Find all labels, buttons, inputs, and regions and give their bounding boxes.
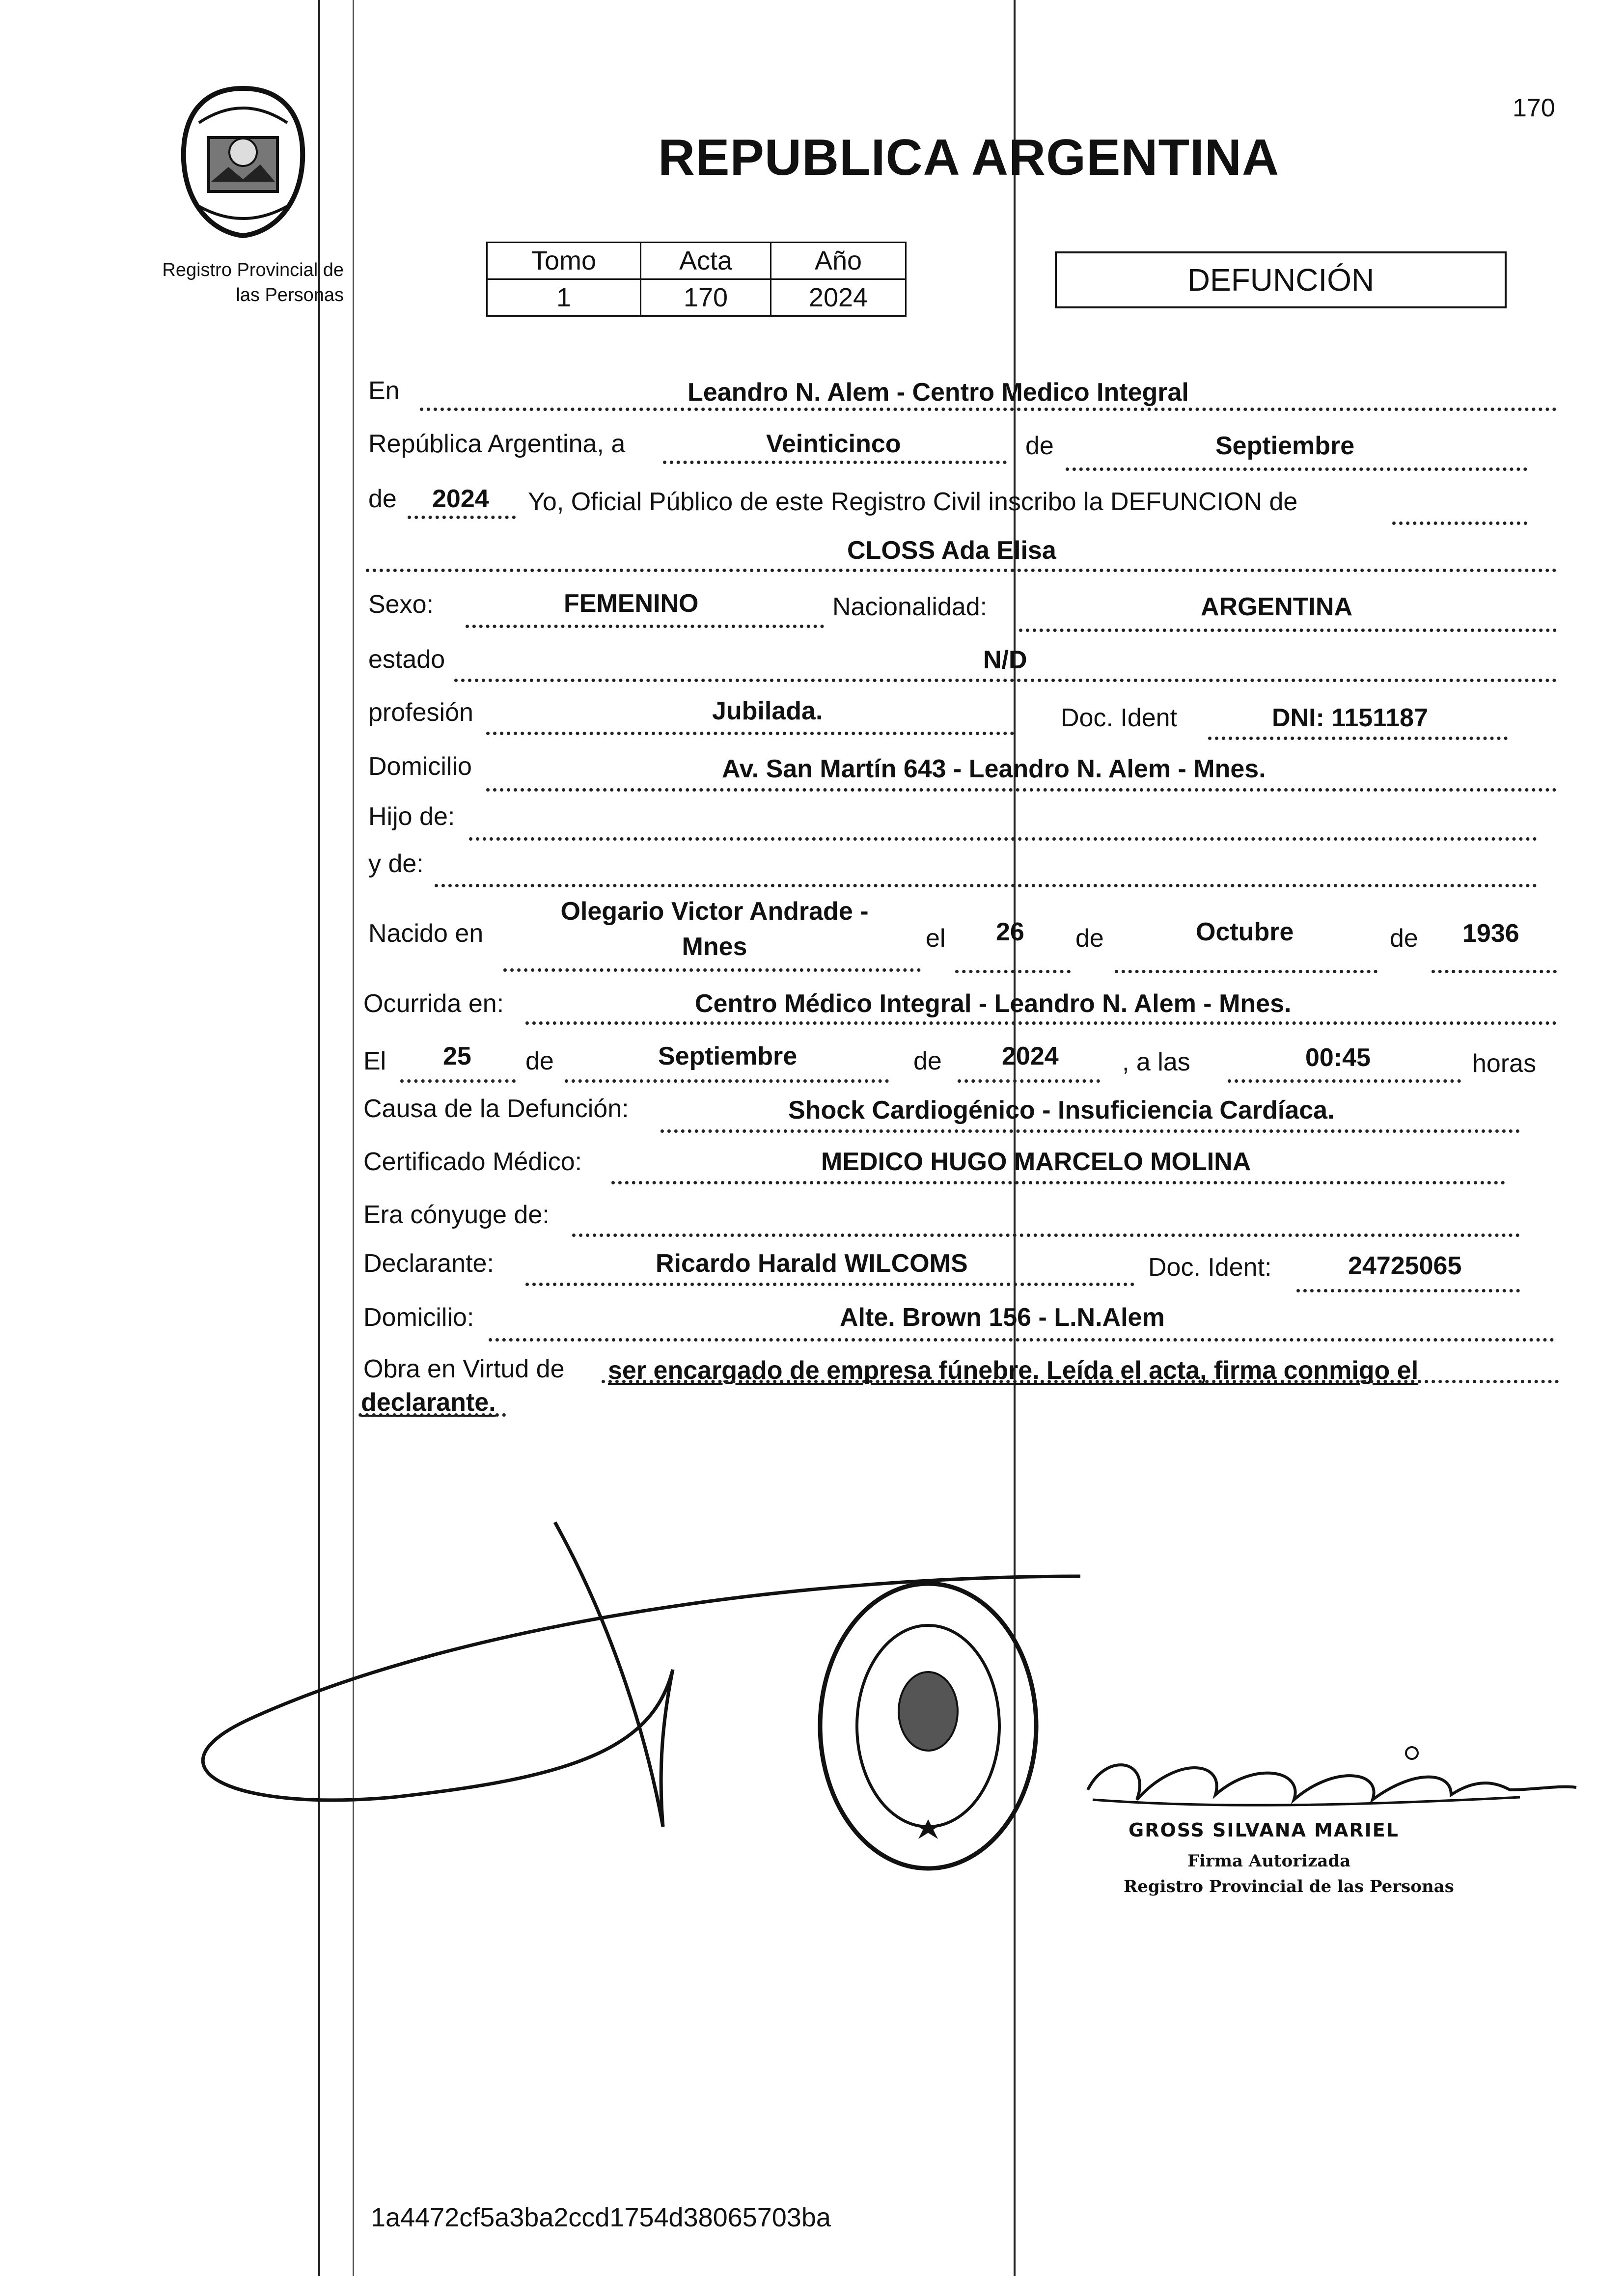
label-horas: horas [1472,1049,1537,1078]
dotted-line [420,408,1557,411]
value-certificado: MEDICO HUGO MARCELO MOLINA [821,1148,1251,1176]
value-declarante-doc: 24725065 [1348,1252,1462,1280]
value-mes: Septiembre [1215,432,1355,460]
dotted-line [565,1079,889,1083]
value-hora: 00:45 [1305,1043,1371,1072]
registry-name [138,258,344,308]
label-a-las: , a las [1122,1048,1190,1076]
label-nacionalidad: Nacionalidad: [832,593,988,621]
value-declarante-dom: Alte. Brown 156 - L.N.Alem [840,1303,1165,1332]
anio-header: Año [771,243,906,279]
label-en: En [368,377,400,405]
dotted-line [602,1380,1559,1383]
value-lugar: Leandro N. Alem - Centro Medico Integral [688,378,1189,407]
dotted-line [454,679,1557,682]
tomo-value: 1 [487,279,641,316]
label-nacido-en: Nacido en [368,919,484,948]
dotted-line [408,516,516,519]
dotted-line [1296,1289,1520,1292]
value-nac-anio: 1936 [1462,919,1519,948]
province-seal-icon [169,83,317,241]
label-de5: de [525,1047,554,1075]
dotted-line [466,625,824,628]
dotted-line [525,1283,1134,1286]
fold-line [1014,0,1016,2276]
label-oficial: Yo, Oficial Público de este Registro Civil inscribo la DEFUNCION de [528,488,1298,516]
registry-logo [169,83,317,241]
value-nac-mes: Octubre [1196,918,1294,946]
dotted-line [358,1413,506,1417]
label-de: de [1025,432,1054,460]
value-estado: N/D [983,646,1027,674]
label-de6: de [913,1047,942,1075]
official-role: Firma Autorizada [1187,1851,1351,1871]
value-documento: DNI: 1151187 [1272,704,1429,732]
label-de3: de [1075,924,1104,953]
dotted-line [1228,1079,1461,1083]
dotted-line [663,461,1007,464]
label-declarante: Declarante: [363,1249,494,1278]
value-profesion: Jubilada. [712,697,823,725]
dotted-line [486,788,1557,792]
value-sexo: FEMENINO [564,589,699,618]
label-sexo: Sexo: [368,590,434,619]
value-nac-dia: 26 [996,918,1024,946]
label-el: el [926,924,946,953]
dotted-line [486,732,1014,735]
acta-header: Acta [641,243,771,279]
value-nombre: CLOSS Ada Elisa [847,536,1056,565]
value-def-mes: Septiembre [658,1042,798,1070]
registry-line1: Registro Provincial de [162,260,344,280]
dotted-line [1066,467,1527,471]
value-nacido-line1: Olegario Victor Andrade - [560,897,869,926]
value-obra-line2: declarante. [361,1388,496,1417]
document-kind: DEFUNCIÓN [1055,251,1507,308]
dotted-line [489,1338,1554,1342]
label-ocurrida: Ocurrida en: [363,989,504,1018]
dotted-line [955,970,1071,973]
dotted-line [469,837,1537,841]
label-causa: Causa de la Defunción: [363,1095,629,1123]
dotted-line [525,1021,1557,1025]
tomo-header: Tomo [487,243,641,279]
value-def-anio: 2024 [1002,1042,1059,1070]
label-estado: estado [368,645,445,674]
label-doc-ident: Doc. Ident [1061,704,1178,732]
label-profesion: profesión [368,698,473,727]
label-domicilio2: Domicilio: [363,1303,474,1332]
left-margin-rule [318,0,320,2276]
dotted-line [1392,521,1527,525]
official-name: GROSS SILVANA MARIEL [1129,1819,1399,1841]
anio-value: 2024 [771,279,906,316]
value-domicilio: Av. San Martín 643 - Leandro N. Alem - Mnes. [722,755,1266,783]
left-margin-rule-inner [353,0,354,2276]
reference-table [486,242,907,317]
value-dia: Veinticinco [766,430,901,458]
acta-value: 170 [641,279,771,316]
dotted-line [400,1079,516,1083]
label-domicilio: Domicilio [368,752,472,781]
value-nacionalidad: ARGENTINA [1201,593,1353,621]
dotted-line [572,1234,1520,1237]
dotted-line [435,884,1537,887]
label-conyuge: Era cónyuge de: [363,1201,550,1229]
label-de2: de [368,485,397,513]
dotted-line [1431,970,1557,973]
value-ocurrida: Centro Médico Integral - Leandro N. Alem - Mnes. [695,989,1292,1018]
registry-seal-icon [813,1574,1044,1878]
label-certificado: Certificado Médico: [363,1148,582,1176]
value-def-dia: 25 [443,1042,471,1070]
official-signature-icon [1078,1741,1579,1829]
label-obra: Obra en Virtud de [363,1355,565,1383]
value-anio: 2024 [432,485,489,513]
value-causa: Shock Cardiogénico - Insuficiencia Cardíaca. [788,1096,1335,1124]
page-number: 170 [1513,94,1555,122]
dotted-line [661,1129,1520,1133]
label-de4: de [1390,924,1418,953]
value-nacido-line2: Mnes [682,932,747,961]
dotted-line [1208,737,1508,740]
official-office: Registro Provincial de las Personas [1124,1877,1454,1896]
dotted-line [958,1079,1100,1083]
dotted-line [611,1181,1505,1184]
dotted-line [1019,629,1557,632]
label-y-de: y de: [368,850,424,878]
label-el2: El [363,1047,386,1075]
dotted-line [366,569,1557,572]
value-obra-line1: ser encargado de empresa fúnebre. Leída el acta, firma conmigo el [608,1356,1419,1385]
dotted-line [1115,970,1377,973]
page-title: REPUBLICA ARGENTINA [658,129,1280,186]
dotted-line [503,968,921,972]
label-republica: República Argentina, a [368,430,626,458]
label-doc-ident2: Doc. Ident: [1148,1253,1272,1282]
document-hash: 1a4472cf5a3ba2ccd1754d38065703ba [371,2203,831,2232]
value-declarante: Ricardo Harald WILCOMS [656,1249,968,1278]
label-hijo-de: Hijo de: [368,802,455,831]
registry-line2: las Personas [236,285,344,306]
